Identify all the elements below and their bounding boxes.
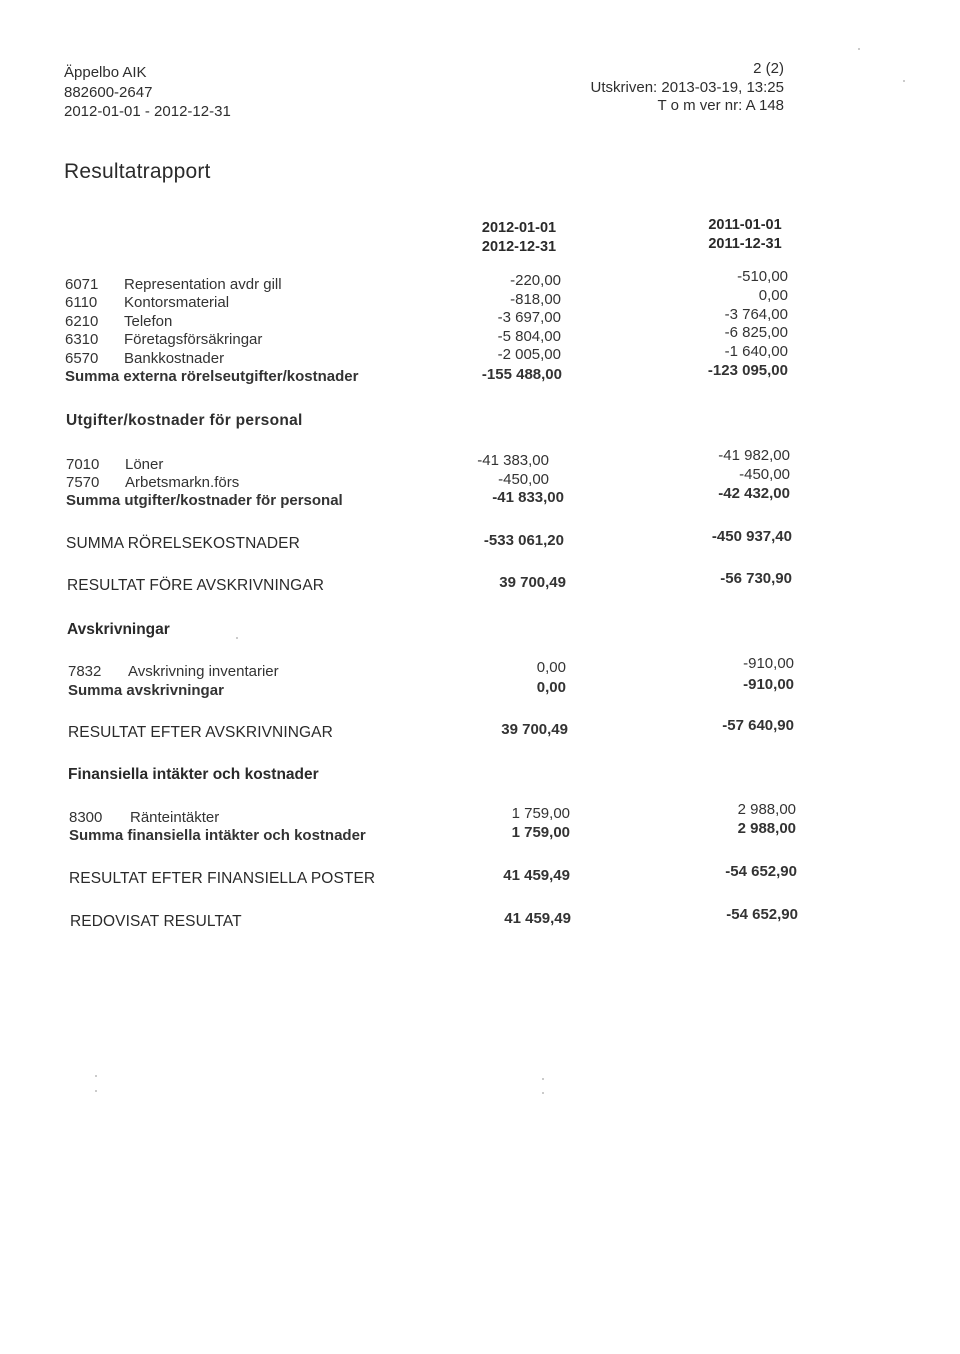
account-name: Företagsförsäkringar bbox=[124, 331, 263, 348]
account-number: 7570 bbox=[66, 474, 100, 491]
scan-speck bbox=[542, 1092, 544, 1094]
current-amount: -818,00 bbox=[510, 291, 561, 308]
scan-speck bbox=[858, 48, 860, 50]
scan-speck bbox=[903, 80, 905, 82]
previous-amount: -41 982,00 bbox=[718, 447, 790, 464]
operating-costs-label: SUMMA RÖRELSEKOSTNADER bbox=[66, 535, 300, 552]
result-after-depreciation-previous: -57 640,90 bbox=[722, 717, 794, 734]
previous-amount: -450,00 bbox=[739, 466, 790, 483]
previous-amount: -1 640,00 bbox=[724, 343, 788, 360]
printed-date: Utskriven: 2013-03-19, 13:25 bbox=[590, 79, 784, 96]
scan-speck bbox=[95, 1090, 97, 1092]
personnel-sum-previous: -42 432,00 bbox=[718, 485, 790, 502]
personnel-heading bbox=[66, 412, 303, 430]
current-amount: -2 005,00 bbox=[497, 346, 561, 363]
account-number: 6310 bbox=[65, 331, 99, 348]
version-number: T o m ver nr: A 148 bbox=[657, 97, 784, 114]
account-name: Representation avdr gill bbox=[124, 276, 282, 293]
result-after-depreciation-current: 39 700,49 bbox=[501, 721, 568, 738]
financial-heading: Finansiella intäkter och kostnader bbox=[68, 766, 319, 783]
account-number: 7832 bbox=[68, 663, 102, 680]
current-amount: 1 759,00 bbox=[511, 805, 570, 822]
operating-costs-previous: -450 937,40 bbox=[711, 528, 792, 545]
external-costs-sum-current: -155 488,00 bbox=[481, 366, 562, 383]
scan-speck bbox=[542, 1078, 544, 1080]
current-amount: -41 383,00 bbox=[477, 452, 549, 469]
report-period: 2012-01-01 - 2012-12-31 bbox=[64, 103, 231, 120]
current-amount: -450,00 bbox=[498, 471, 549, 488]
previous-amount: -510,00 bbox=[737, 268, 788, 285]
current-amount: -3 697,00 bbox=[497, 309, 561, 326]
financial-sum-current: 1 759,00 bbox=[511, 824, 570, 841]
result-before-depreciation-current: 39 700,49 bbox=[499, 574, 566, 591]
depreciation-sum-current: 0,00 bbox=[536, 679, 566, 696]
account-number: 6110 bbox=[65, 294, 98, 311]
account-name: Kontorsmaterial bbox=[124, 294, 230, 311]
previous-amount: 2 988,00 bbox=[737, 801, 796, 818]
previous-amount: -910,00 bbox=[743, 655, 794, 672]
personnel-sum-label: Summa utgifter/kostnader för personal bbox=[66, 492, 343, 509]
account-number: 6071 bbox=[65, 276, 99, 293]
column-previous-from: 2011-01-01 bbox=[708, 217, 782, 233]
depreciation-heading: Avskrivningar bbox=[67, 621, 170, 638]
account-number: 6570 bbox=[65, 350, 99, 367]
org-number: 882600-2647 bbox=[64, 84, 153, 101]
reported-result-label: REDOVISAT RESULTAT bbox=[70, 913, 242, 930]
current-amount: -5 804,00 bbox=[497, 328, 561, 345]
account-name: Ränteintäkter bbox=[130, 809, 220, 826]
depreciation-sum-previous: -910,00 bbox=[743, 676, 794, 693]
account-name: Telefon bbox=[124, 313, 173, 330]
result-after-financial-label: RESULTAT EFTER FINANSIELLA POSTER bbox=[69, 870, 376, 887]
scan-speck bbox=[95, 1075, 97, 1077]
financial-sum-label: Summa finansiella intäkter och kostnader bbox=[69, 827, 366, 844]
operating-costs-current: -533 061,20 bbox=[483, 532, 564, 549]
account-name: Arbetsmarkn.förs bbox=[125, 474, 240, 491]
report-title: Resultatrapport bbox=[64, 160, 211, 183]
column-current-from: 2012-01-01 bbox=[481, 220, 557, 236]
column-current-to: 2012-12-31 bbox=[481, 239, 557, 255]
personnel-sum-current: -41 833,00 bbox=[492, 489, 564, 506]
account-name: Avskrivning inventarier bbox=[128, 663, 279, 680]
reported-result-previous: -54 652,90 bbox=[726, 906, 798, 923]
current-amount: 0,00 bbox=[536, 659, 566, 676]
current-amount: -220,00 bbox=[510, 272, 561, 289]
external-costs-sum-label: Summa externa rörelseutgifter/kostnader bbox=[65, 368, 359, 385]
account-name: Bankkostnader bbox=[124, 350, 225, 367]
scan-speck bbox=[236, 637, 238, 639]
result-after-depreciation-label: RESULTAT EFTER AVSKRIVNINGAR bbox=[68, 724, 333, 741]
result-after-financial-previous: -54 652,90 bbox=[725, 863, 797, 880]
result-after-financial-current: 41 459,49 bbox=[503, 867, 570, 884]
reported-result-current: 41 459,49 bbox=[504, 910, 571, 927]
previous-amount: -6 825,00 bbox=[724, 324, 788, 341]
personnel-heading-text: Utgifter/kostnader för personal bbox=[66, 412, 303, 429]
org-name: Äppelbo AIK bbox=[64, 64, 147, 81]
result-before-depreciation-label: RESULTAT FÖRE AVSKRIVNINGAR bbox=[67, 577, 325, 594]
previous-amount: 0,00 bbox=[758, 287, 788, 304]
financial-sum-previous: 2 988,00 bbox=[737, 820, 796, 837]
page-number: 2 (2) bbox=[753, 60, 784, 77]
depreciation-sum-label: Summa avskrivningar bbox=[68, 682, 224, 699]
account-number: 8300 bbox=[69, 809, 103, 826]
external-costs-sum-previous: -123 095,00 bbox=[707, 362, 788, 379]
column-previous-to: 2011-12-31 bbox=[708, 236, 782, 252]
account-number: 6210 bbox=[65, 313, 99, 330]
account-number: 7010 bbox=[66, 456, 100, 473]
account-name: Löner bbox=[125, 456, 164, 473]
result-before-depreciation-previous: -56 730,90 bbox=[720, 570, 792, 587]
previous-amount: -3 764,00 bbox=[724, 306, 788, 323]
